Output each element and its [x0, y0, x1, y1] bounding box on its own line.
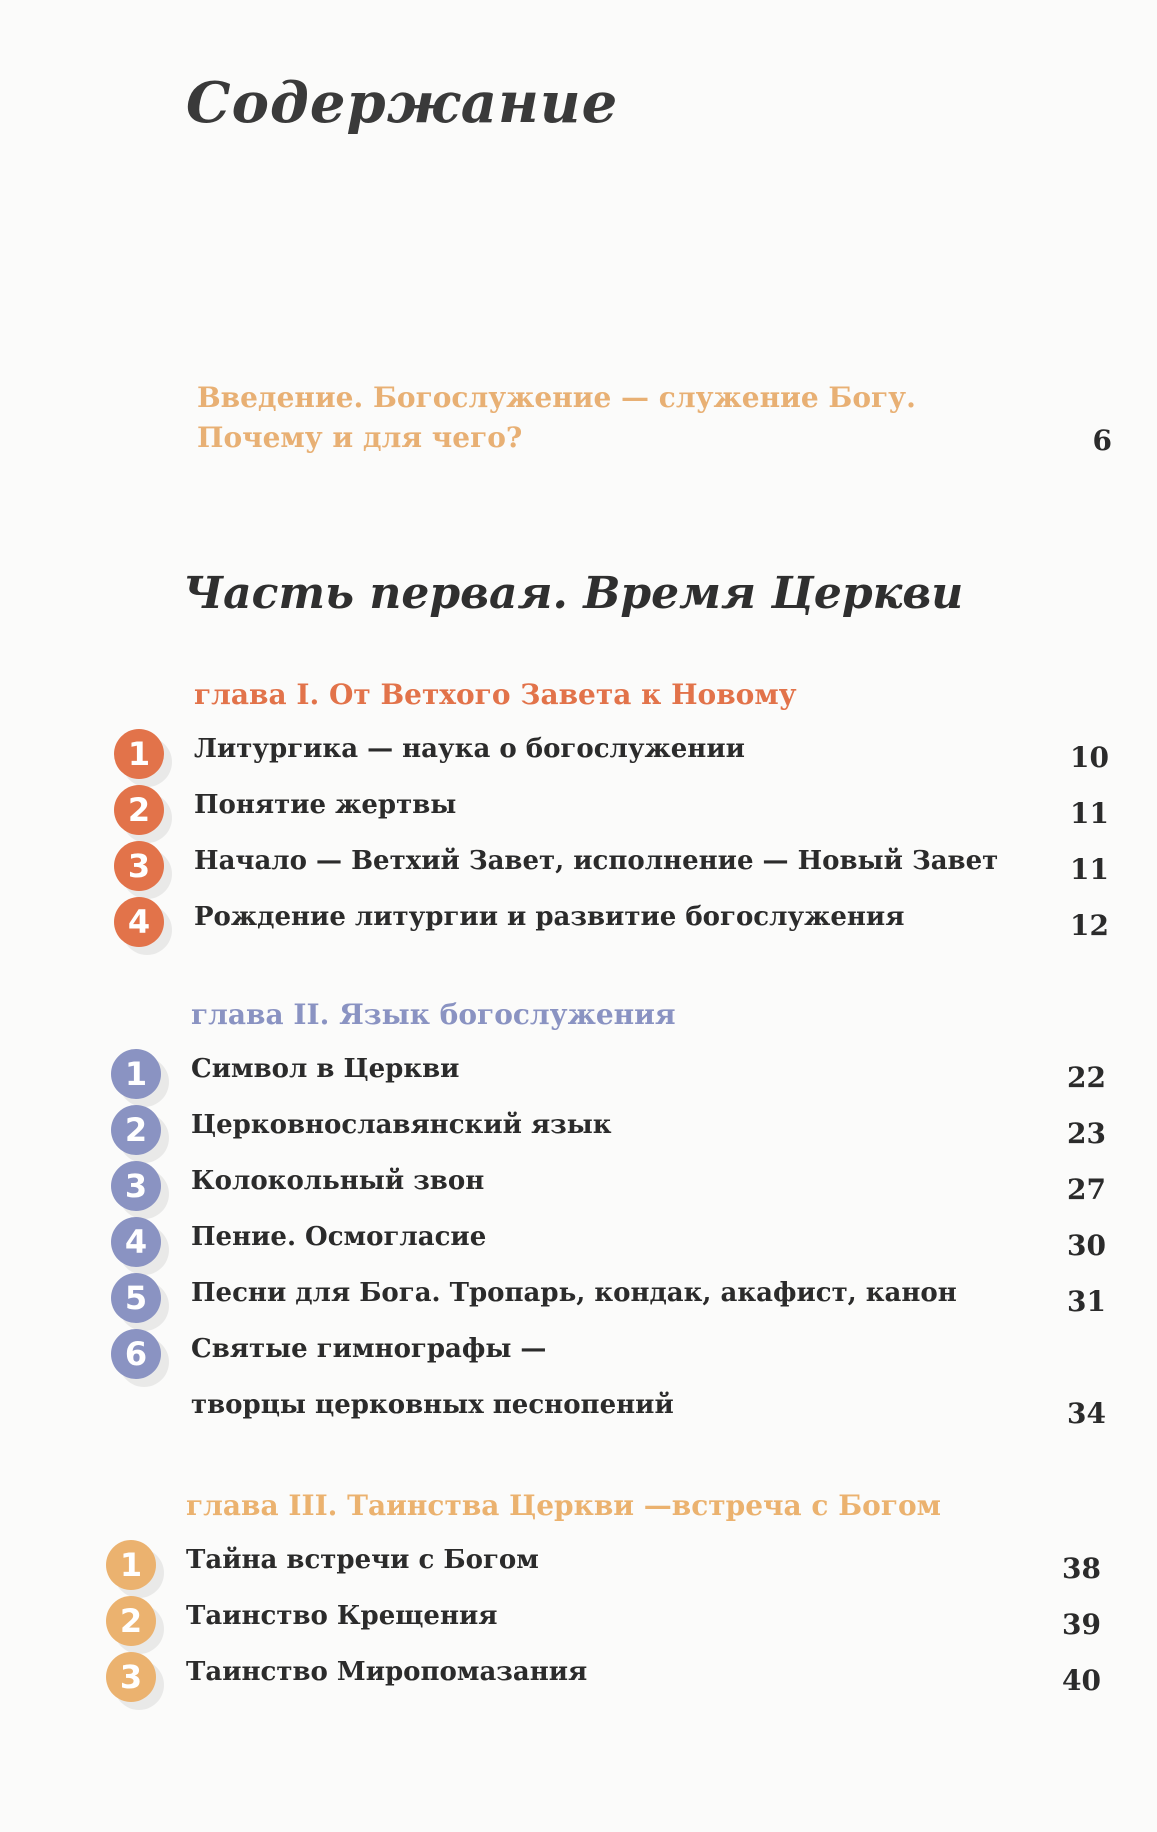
- chapter-1: [127, 675, 1157, 953]
- entry-title-line-2: творцы церковных песнопений: [191, 1390, 674, 1420]
- chapter-heading: глава I. От Ветхого Завета к Новому: [194, 678, 797, 711]
- toc-entry[interactable]: [127, 897, 1157, 953]
- number-badge: 4: [111, 1217, 161, 1267]
- entry-page-number: 10: [1070, 741, 1109, 774]
- entry-title: Таинство Крещения: [186, 1601, 498, 1631]
- entry-title-line-1: Святые гимнографы —: [191, 1334, 547, 1364]
- entry-page-number: 27: [1067, 1173, 1106, 1206]
- entry-title: Начало — Ветхий Завет, исполнение — Новый Завет: [194, 846, 999, 876]
- entry-page-number: 31: [1067, 1285, 1106, 1318]
- entry-page-number: 22: [1067, 1061, 1106, 1094]
- entry-title: Колокольный звон: [191, 1166, 485, 1196]
- number-badge: 4: [114, 897, 164, 947]
- intro-entry[interactable]: [197, 378, 1112, 458]
- entry-page-number: 40: [1062, 1664, 1101, 1697]
- entry-page-number: 23: [1067, 1117, 1106, 1150]
- entry-title: Рождение литургии и развитие богослужения: [194, 902, 905, 932]
- entry-page-number: 39: [1062, 1608, 1101, 1641]
- chapter-3: [119, 1486, 1157, 1708]
- entry-title: Таинство Миропомазания: [186, 1657, 588, 1687]
- entry-page-number: 11: [1070, 797, 1109, 830]
- entry-page-number: 30: [1067, 1229, 1106, 1262]
- part-title: Часть первая. Время Церкви: [183, 568, 964, 619]
- entry-title: Символ в Церкви: [191, 1054, 460, 1084]
- number-badge: 1: [106, 1540, 156, 1590]
- entry-title: [191, 1321, 674, 1433]
- number-badge: 6: [111, 1329, 161, 1379]
- entry-page-number: 12: [1070, 909, 1109, 942]
- chapter-2: [124, 995, 1157, 1441]
- number-badge: 3: [114, 841, 164, 891]
- number-badge: 2: [111, 1105, 161, 1155]
- entry-title: Литургика — наука о богослужении: [194, 734, 745, 764]
- number-badge: 1: [111, 1049, 161, 1099]
- number-badge: 2: [106, 1596, 156, 1646]
- intro-title-line-1: Введение. Богослужение — служение Богу.: [197, 381, 916, 414]
- entry-page-number: 38: [1062, 1552, 1101, 1585]
- entry-page-number: 11: [1070, 853, 1109, 886]
- intro-page-number: 6: [1092, 424, 1112, 457]
- entry-title: Понятие жертвы: [194, 790, 457, 820]
- number-badge: 3: [106, 1652, 156, 1702]
- entry-title: Песни для Бога. Тропарь, кондак, акафист, канон: [191, 1278, 957, 1308]
- entry-title: Церковнославянский язык: [191, 1110, 612, 1140]
- number-badge: 1: [114, 729, 164, 779]
- intro-title-line-2: Почему и для чего?: [197, 421, 523, 454]
- entry-title: Пение. Осмогласие: [191, 1222, 487, 1252]
- entry-title: Тайна встречи с Богом: [186, 1545, 539, 1575]
- chapter-heading: глава II. Язык богослужения: [191, 998, 676, 1031]
- toc-entry[interactable]: [124, 1329, 1157, 1441]
- page-title: Содержание: [186, 70, 619, 136]
- chapter-heading: глава III. Таинства Церкви —встреча с Богом: [186, 1489, 941, 1522]
- toc-entry[interactable]: [119, 1652, 1157, 1708]
- entry-page-number: 34: [1067, 1397, 1106, 1430]
- number-badge: 2: [114, 785, 164, 835]
- number-badge: 5: [111, 1273, 161, 1323]
- number-badge: 3: [111, 1161, 161, 1211]
